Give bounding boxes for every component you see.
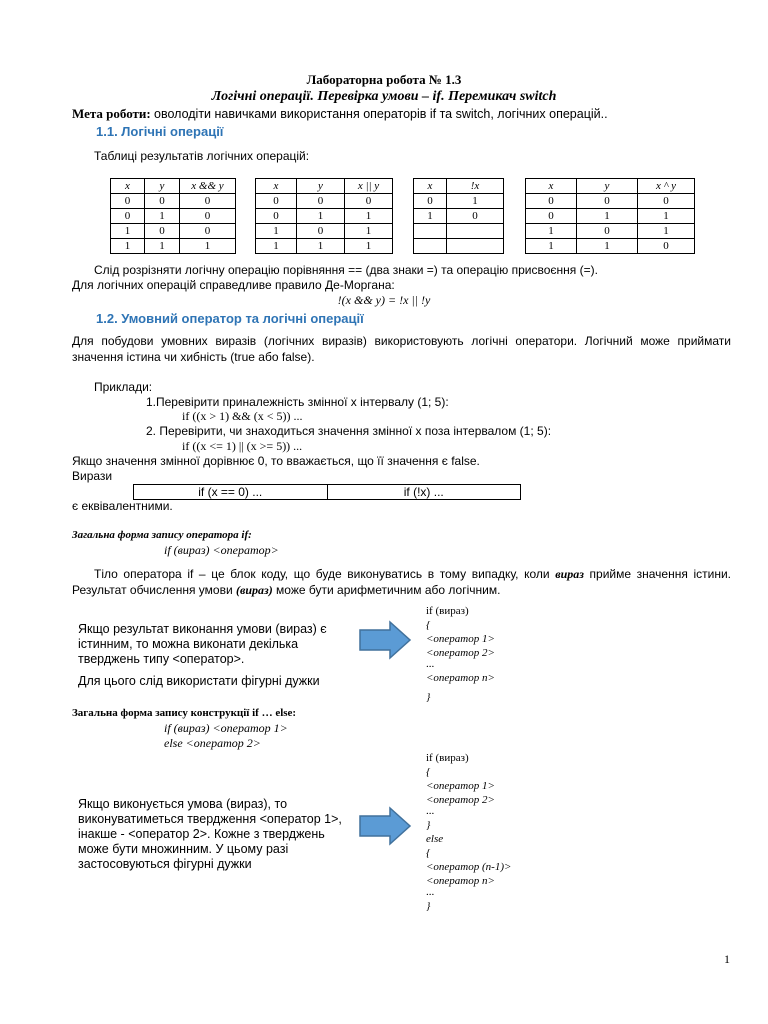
- section-1-2-heading: 1.2. Умовний оператор та логічні операції: [96, 311, 364, 326]
- table-cell: 0: [180, 224, 236, 239]
- if-body-bold-1: вираз: [555, 567, 584, 581]
- section-1-1-heading: 1.1. Логічні операції: [96, 124, 224, 139]
- table-header: x || y: [345, 179, 393, 194]
- arrow-right-icon: [358, 806, 414, 846]
- table-cell: [447, 224, 504, 239]
- code-line: ...: [426, 805, 435, 817]
- example-2-code: if ((x <= 1) || (x >= 5)) ...: [182, 439, 303, 453]
- table-header: x ^ y: [638, 179, 695, 194]
- arrow-right-icon: [358, 620, 414, 660]
- table-cell: 0: [638, 194, 695, 209]
- table-cell: 1: [111, 239, 145, 254]
- code-line: if (вираз): [426, 752, 469, 764]
- page-number: 1: [724, 952, 730, 966]
- equivalent-text: є еквівалентними.: [72, 499, 173, 513]
- code-line: <оператор 1>: [426, 780, 495, 792]
- table-cell: 0: [145, 194, 180, 209]
- table-cell: 1: [345, 239, 393, 254]
- code-line: }: [426, 691, 431, 703]
- table-cell: 1: [256, 224, 297, 239]
- table-cell: 0: [526, 194, 577, 209]
- if-body-text-1: Тіло оператора if – це блок коду, що буде виконуватись в тому випадку, коли: [94, 567, 550, 581]
- table-header: x: [111, 179, 145, 194]
- if-block-code: [426, 604, 495, 704]
- example-1-text: 1.Перевірити приналежність змінної x інтервалу (1; 5):: [146, 395, 449, 409]
- zero-false-note: Якщо значення змінної дорівнює 0, то вважається, що її значення є false.: [72, 454, 480, 468]
- table-cell: 1: [447, 194, 504, 209]
- table-header: y: [145, 179, 180, 194]
- expressions-label: Вирази: [72, 469, 113, 483]
- code-line: else: [426, 833, 444, 845]
- table-cell: 0: [345, 194, 393, 209]
- ifelse-code: [426, 751, 511, 913]
- table-cell: 0: [577, 224, 638, 239]
- page-subtitle: Логічні операції. Перевірка умови – if. Перемикач switch: [211, 89, 557, 104]
- expressions-table: [133, 484, 521, 500]
- table-cell: 1: [297, 209, 345, 224]
- if-body-paragraph: [72, 566, 731, 598]
- code-line: <оператор 1>: [426, 633, 495, 645]
- code-line: <оператор n>: [426, 875, 495, 887]
- if-block-braces-note: Для цього слід використати фігурні дужки: [78, 674, 320, 688]
- example-2-text: 2. Перевірити, чи знаходиться значення змінної x поза інтервалом (1; 5):: [146, 424, 552, 438]
- code-line: <оператор 2>: [426, 647, 495, 659]
- table-cell: 0: [297, 224, 345, 239]
- truth-table-xor: [525, 178, 695, 254]
- code-line: <оператор (n-1)>: [426, 861, 512, 873]
- demorgan-formula: !(x && y) = !x || !y: [337, 293, 431, 307]
- code-line: <оператор n>: [426, 672, 495, 684]
- table-cell: 1: [111, 224, 145, 239]
- expression-cell: if (!x) ...: [327, 485, 521, 500]
- table-header: x && y: [180, 179, 236, 194]
- truth-table-not: [413, 178, 504, 254]
- code-line: <оператор 2>: [426, 794, 495, 806]
- example-1-code: if ((x > 1) && (x < 5)) ...: [182, 409, 303, 423]
- table-cell: 0: [577, 194, 638, 209]
- table-cell: 1: [145, 209, 180, 224]
- table-cell: [414, 224, 447, 239]
- goal-line: [72, 106, 608, 122]
- table-cell: 1: [526, 224, 577, 239]
- table-cell: 0: [256, 194, 297, 209]
- code-line: }: [426, 900, 431, 912]
- table-cell: 1: [145, 239, 180, 254]
- code-line: }: [426, 819, 431, 831]
- table-cell: 0: [111, 209, 145, 224]
- ifelse-form-line-1: if (вираз) <оператор 1>: [164, 721, 288, 735]
- code-line: {: [426, 619, 431, 631]
- truth-table-or: [255, 178, 393, 254]
- table-cell: [447, 239, 504, 254]
- table-cell: [414, 239, 447, 254]
- table-cell: 0: [447, 209, 504, 224]
- table-cell: 1: [180, 239, 236, 254]
- table-cell: 0: [111, 194, 145, 209]
- table-cell: 1: [345, 224, 393, 239]
- table-cell: 0: [145, 224, 180, 239]
- header-subtitle-row: [0, 89, 768, 105]
- table-cell: 0: [256, 209, 297, 224]
- table-cell: 1: [256, 239, 297, 254]
- demorgan-row: [0, 293, 768, 308]
- truth-table-and: [110, 178, 236, 254]
- header-title-row: [0, 72, 768, 88]
- table-header: x: [526, 179, 577, 194]
- table-cell: 1: [638, 224, 695, 239]
- if-body-text-2: прийме значення істини. Результат обчислення умови: [72, 567, 731, 597]
- code-line: ...: [426, 658, 435, 670]
- if-body-text-3: може бути арифметичним або логічним.: [276, 583, 501, 597]
- page-title: Лабораторна робота № 1.3: [306, 72, 462, 87]
- table-cell: 1: [345, 209, 393, 224]
- table-cell: 1: [577, 209, 638, 224]
- table-cell: 0: [414, 194, 447, 209]
- goal-label: Мета роботи:: [72, 106, 151, 121]
- table-cell: 1: [414, 209, 447, 224]
- demorgan-note: Для логічних операцій справедливе правило Де-Моргана:: [72, 278, 395, 292]
- examples-label: Приклади:: [94, 380, 153, 394]
- table-cell: 1: [526, 239, 577, 254]
- code-line: if (вираз): [426, 605, 469, 617]
- comparison-note: Слід розрізняти логічну операцію порівняння == (два знаки =) та операцію присвоєння (=).: [94, 263, 598, 277]
- expression-cell: if (x == 0) ...: [134, 485, 328, 500]
- table-header: y: [297, 179, 345, 194]
- goal-text: оволодіти навичками використання операторів if та switch, логічних операцій..: [154, 107, 608, 121]
- code-line: ...: [426, 886, 435, 898]
- table-cell: 0: [297, 194, 345, 209]
- table-cell: 0: [526, 209, 577, 224]
- table-header: x: [256, 179, 297, 194]
- ifelse-form-line-2: else <оператор 2>: [164, 736, 261, 750]
- table-header: !x: [447, 179, 504, 194]
- table-cell: 1: [577, 239, 638, 254]
- tables-intro: Таблиці результатів логічних операцій:: [94, 149, 310, 163]
- table-header: y: [577, 179, 638, 194]
- ifelse-form-heading: Загальна форма запису конструкції if … else:: [72, 707, 297, 719]
- if-body-bold-2: (вираз): [235, 583, 273, 597]
- table-cell: 0: [180, 209, 236, 224]
- table-cell: 0: [638, 239, 695, 254]
- if-form-expression: if (вираз) <оператор>: [164, 543, 279, 557]
- if-form-heading: Загальна форма запису оператора if:: [72, 529, 252, 541]
- table-header: x: [414, 179, 447, 194]
- table-cell: 1: [638, 209, 695, 224]
- table-cell: 1: [297, 239, 345, 254]
- conditions-paragraph: Для побудови умовних виразів (логічних виразів) використовують логічні оператори. Логічний може приймати значення істина чи хибність (true або false).: [72, 334, 731, 364]
- code-line: {: [426, 766, 431, 778]
- ifelse-description: Якщо виконується умова (вираз), то виконуватиметься твердження <оператор 1>, інакше - <оператор 2>. Кожне з тверджень може бути множинним. У цьому разі застосовуються фігурні дужки: [78, 797, 342, 871]
- table-cell: 0: [180, 194, 236, 209]
- if-block-description: Якщо результат виконання умови (вираз) є істинним, то можна виконати декілька тверджень типу <оператор>.: [78, 622, 327, 666]
- code-line: {: [426, 847, 431, 859]
